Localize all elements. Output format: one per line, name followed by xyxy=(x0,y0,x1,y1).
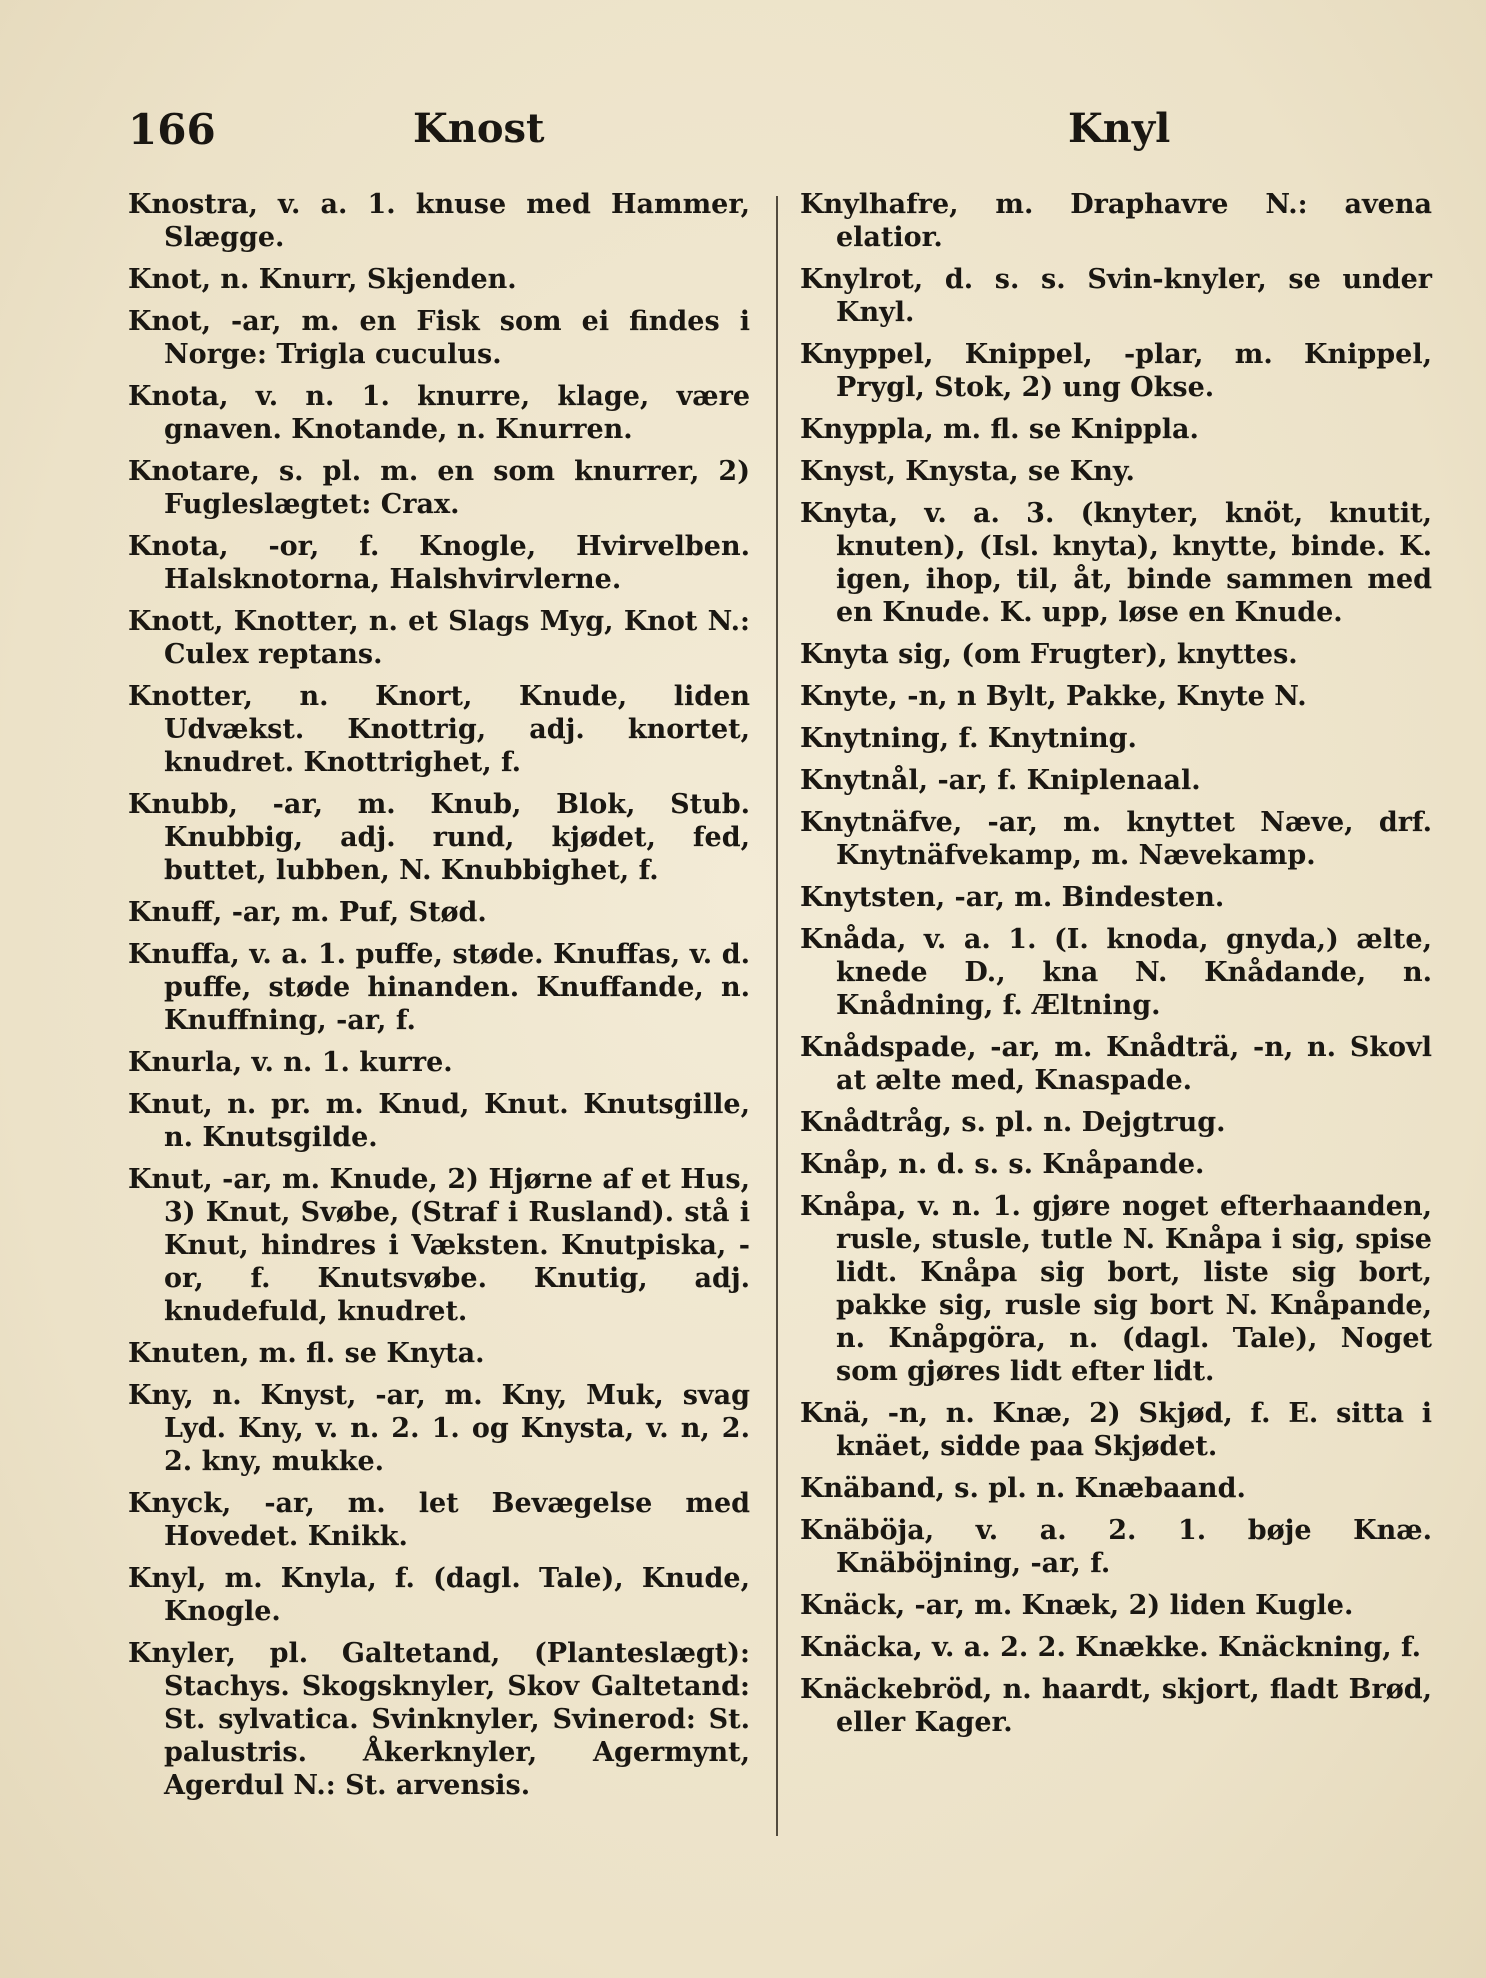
dictionary-entry: Knytnäfve, -ar, m. knyttet Næve, drf. Knytnäfvekamp, m. Nævekamp. xyxy=(800,807,1432,871)
dictionary-entry: Knyta sig, (om Frugter), knyttes. xyxy=(800,639,1298,670)
dictionary-entry: Knåda, v. a. 1. (I. knoda, gnyda,) ælte, knede D., kna N. Knådande, n. Knådning, f. Æltning. xyxy=(800,924,1432,1021)
dictionary-entry: Knotter, n. Knort, Knude, liden Udvækst. Knottrig, adj. knortet, knudret. Knottrighet, f. xyxy=(128,681,750,778)
dictionary-entry: Knyck, -ar, m. let Bevægelse med Hovedet. Knikk. xyxy=(128,1488,750,1552)
dictionary-entry: Knurla, v. n. 1. kurre. xyxy=(128,1047,453,1078)
dictionary-entry: Knäcka, v. a. 2. 2. Knække. Knäckning, f. xyxy=(800,1632,1422,1663)
dictionary-entry: Knåp, n. d. s. s. Knåpande. xyxy=(800,1149,1205,1180)
dictionary-entry: Knåpa, v. n. 1. gjøre noget efterhaanden, rusle, stusle, tutle N. Knåpa i sig, spise lidt. Knåpa sig bort, liste sig bort, pakke sig, rusle sig bort N. Knåpande, n. Knåpgöra, n. (dagl. Tale), Noget som gjøres lidt efter lidt. xyxy=(800,1191,1432,1387)
dictionary-entry: Knostra, v. a. 1. knuse med Hammer, Slægge. xyxy=(128,189,750,253)
dictionary-entry: Knäck, -ar, m. Knæk, 2) liden Kugle. xyxy=(800,1590,1354,1621)
dictionary-entry: Knot, n. Knurr, Skjenden. xyxy=(128,264,517,295)
dictionary-entry: Knut, -ar, m. Knude, 2) Hjørne af et Hus, 3) Knut, Svøbe, (Straf i Rusland). stå i Knut, hindres i Væksten. Knutpiska, -or, f. Knutsvøbe. Knutig, adj. knudefuld, knudret. xyxy=(128,1164,750,1327)
dictionary-entry: Knådtråg, s. pl. n. Dejgtrug. xyxy=(800,1107,1226,1138)
dictionary-entry: Knuffa, v. a. 1. puffe, støde. Knuffas, v. d. puffe, støde hinanden. Knuffande, n. Knuffning, -ar, f. xyxy=(128,939,750,1036)
dictionary-entry: Knuten, m. fl. se Knyta. xyxy=(128,1338,485,1369)
left-running-headword: Knost xyxy=(413,105,545,152)
dictionary-entry: Knyl, m. Knyla, f. (dagl. Tale), Knude, Knogle. xyxy=(128,1563,750,1627)
dictionary-entry: Kny, n. Knyst, -ar, m. Kny, Muk, svag Lyd. Kny, v. n. 2. 1. og Knysta, v. n, 2. 2. kny, mukke. xyxy=(128,1380,750,1477)
dictionary-entry: Knota, -or, f. Knogle, Hvirvelben. Halsknotorna, Halshvirvlerne. xyxy=(128,531,750,595)
dictionary-entry: Knyppel, Knippel, -plar, m. Knippel, Prygl, Stok, 2) ung Okse. xyxy=(800,339,1432,403)
dictionary-entry: Knä, -n, n. Knæ, 2) Skjød, f. E. sitta i knäet, sidde paa Skjødet. xyxy=(800,1398,1432,1462)
dictionary-entry: Knytning, f. Knytning. xyxy=(800,723,1137,754)
dictionary-entry: Knylhafre, m. Draphavre N.: avena elatior. xyxy=(800,189,1432,253)
dictionary-entry: Knyppla, m. fl. se Knippla. xyxy=(800,414,1199,445)
dictionary-entry: Knytsten, -ar, m. Bindesten. xyxy=(800,882,1225,913)
dictionary-entry: Knubb, -ar, m. Knub, Blok, Stub. Knubbig, adj. rund, kjødet, fed, buttet, lubben, N. Knubbighet, f. xyxy=(128,789,750,886)
right-column xyxy=(800,188,1432,1748)
dictionary-entry: Knyst, Knysta, se Kny. xyxy=(800,456,1135,487)
dictionary-entry: Knot, -ar, m. en Fisk som ei findes i Norge: Trigla cuculus. xyxy=(128,306,750,370)
dictionary-entry: Knott, Knotter, n. et Slags Myg, Knot N.: Culex reptans. xyxy=(128,606,750,670)
dictionary-entry: Knotare, s. pl. m. en som knurrer, 2) Fugleslægtet: Crax. xyxy=(128,456,750,520)
dictionary-entry: Knäband, s. pl. n. Knæbaand. xyxy=(800,1473,1246,1504)
dictionary-entry: Knyler, pl. Galtetand, (Planteslægt): Stachys. Skogsknyler, Skov Galtetand: St. sylvatica. Svinknyler, Svinerod: St. palustris. Åkerknyler, Agermynt, Agerdul N.: St. arvensis. xyxy=(128,1638,750,1801)
column-divider xyxy=(776,196,778,1836)
dictionary-entry: Knut, n. pr. m. Knud, Knut. Knutsgille, n. Knutsgilde. xyxy=(128,1089,750,1153)
dictionary-entry: Knäckebröd, n. haardt, skjort, fladt Brød, eller Kager. xyxy=(800,1674,1432,1738)
dictionary-entry: Knådspade, -ar, m. Knådträ, -n, n. Skovl at ælte med, Knaspade. xyxy=(800,1032,1432,1096)
dictionary-entry: Knytnål, -ar, f. Kniplenaal. xyxy=(800,765,1201,796)
dictionary-entry: Knäböja, v. a. 2. 1. bøje Knæ. Knäböjning, -ar, f. xyxy=(800,1515,1432,1579)
running-header xyxy=(128,105,1386,165)
dictionary-entry: Knylrot, d. s. s. Svin-knyler, se under Knyl. xyxy=(800,264,1432,328)
dictionary-entry: Knota, v. n. 1. knurre, klage, være gnaven. Knotande, n. Knurren. xyxy=(128,381,750,445)
right-running-headword: Knyl xyxy=(1068,105,1171,152)
dictionary-entry: Knyta, v. a. 3. (knyter, knöt, knutit, knuten), (Isl. knyta), knytte, binde. K. igen, ihop, til, åt, binde sammen med en Knude. K. upp, løse en Knude. xyxy=(800,498,1432,628)
dictionary-entry: Knyte, -n, n Bylt, Pakke, Knyte N. xyxy=(800,681,1307,712)
dictionary-entry: Knuff, -ar, m. Puf, Stød. xyxy=(128,897,487,928)
page-number: 166 xyxy=(128,105,216,154)
left-column xyxy=(128,188,750,1811)
